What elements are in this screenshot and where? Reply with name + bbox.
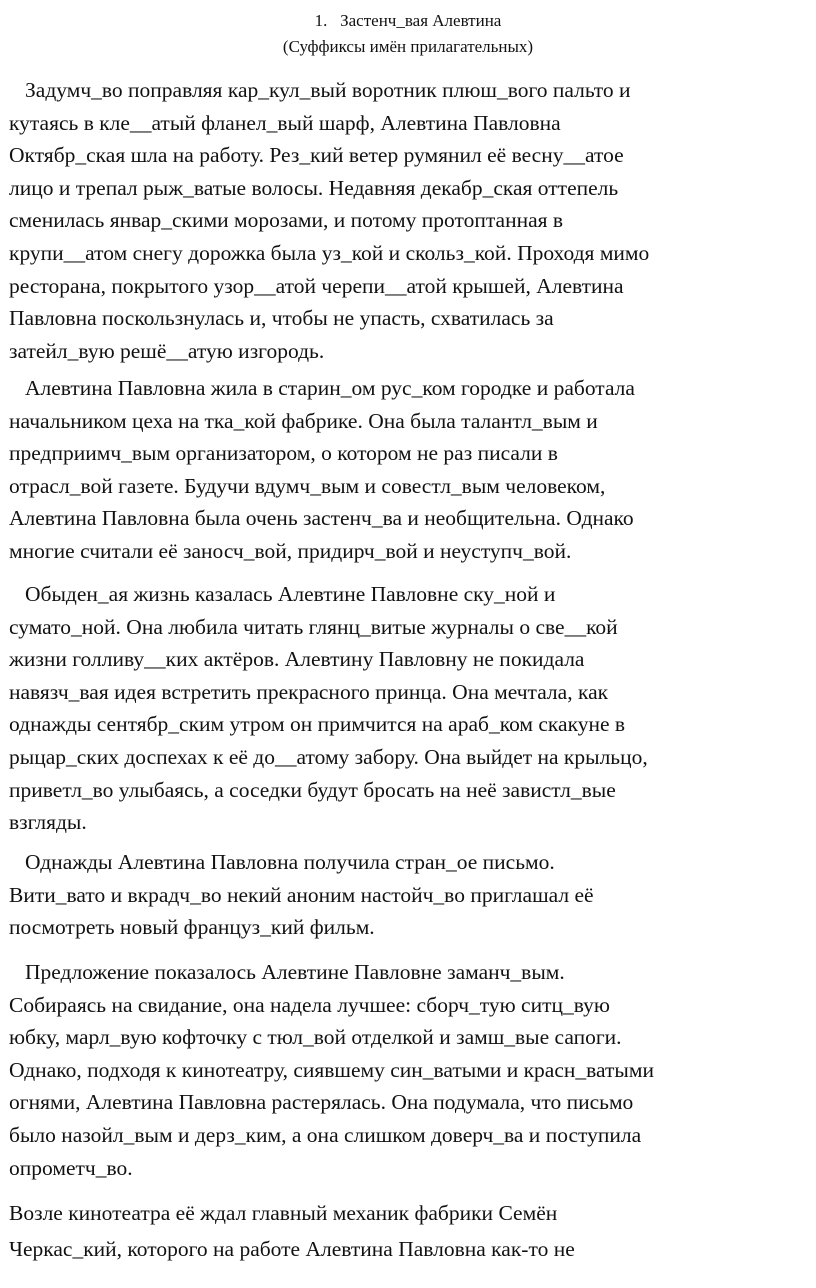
text-line: Вити_вато и вкрадч_во некий аноним настойч_во приглашал её bbox=[9, 882, 594, 907]
text-line: кутаясь в кле__атый фланел_вый шарф, Алевтина Павловна bbox=[9, 110, 561, 135]
text-line: Однако, подходя к кинотеатру, сиявшему син_ватыми и красн_ватыми bbox=[9, 1057, 654, 1082]
text-line: Алевтина Павловна жила в старин_ом рус_ком городке и работала bbox=[25, 376, 635, 400]
text-line: Павловна поскользнулась и, чтобы не упасть, схватилась за bbox=[9, 306, 554, 331]
text-line: Однажды Алевтина Павловна получила стран_ое письмо. bbox=[25, 850, 555, 874]
text-line: посмотреть новый француз_кий фильм. bbox=[9, 915, 375, 940]
text-line: отрасл_вой газете. Будучи вдумч_вым и совестл_вым человеком, bbox=[9, 473, 606, 498]
text-line: взгляды. bbox=[9, 810, 87, 835]
text-line: Обыден_ая жизнь казалась Алевтине Павловне ску_ной и bbox=[25, 582, 556, 606]
text-line: многие считали её заносч_вой, придирч_вой и неуступч_вой. bbox=[9, 538, 572, 563]
paragraph-4 bbox=[9, 846, 811, 944]
title-number: 1. bbox=[314, 11, 328, 30]
document-subtitle: (Суффиксы имён прилагательных) bbox=[282, 37, 534, 56]
text-line: жизни голливу__ких актёров. Алевтину Павловну не покидала bbox=[9, 647, 585, 672]
paragraph-6 bbox=[9, 1195, 811, 1267]
text-line: навязч_вая идея встретить прекрасного принца. Она мечтала, как bbox=[9, 679, 609, 704]
paragraph-3 bbox=[9, 578, 811, 839]
text-line: Октябр_ская шла на работу. Рез_кий ветер румянил её весну__атое bbox=[9, 143, 624, 168]
text-line: начальником цеха на тка_кой фабрике. Она была талантл_вым и bbox=[9, 408, 598, 433]
text-line: опрометч_во. bbox=[9, 1155, 133, 1180]
title-text: Застенч_вая Алевтина bbox=[340, 11, 502, 30]
text-line: Возле кинотеатра её ждал главный механик фабрики Семён bbox=[9, 1201, 558, 1225]
document-title bbox=[0, 8, 816, 34]
text-line: ресторана, покрытого узор__атой черепи__атой крышей, Алевтина bbox=[9, 273, 624, 298]
paragraph-2 bbox=[9, 372, 811, 568]
text-line: огнями, Алевтина Павловна растерялась. Она подумала, что письмо bbox=[9, 1090, 634, 1115]
text-line: рыцар_ских доспехах к её до__атому забору. Она выйдет на крыльцо, bbox=[9, 744, 648, 769]
text-line: Собираясь на свидание, она надела лучшее: сборч_тую ситц_вую bbox=[9, 992, 610, 1017]
text-line: Предложение показалось Алевтине Павловне заманч_вым. bbox=[25, 960, 565, 984]
text-line: юбку, марл_вую кофточку с тюл_вой отделкой и замш_вые сапоги. bbox=[9, 1025, 622, 1050]
text-line: предприимч_вым организатором, о котором не раз писали в bbox=[9, 441, 558, 466]
text-line: сумато_ной. Она любила читать глянц_витые журналы о све__кой bbox=[9, 614, 618, 639]
text-line: Задумч_во поправляя кар_кул_вый воротник плюш_вого пальто и bbox=[25, 78, 631, 102]
paragraph-1 bbox=[9, 74, 811, 367]
text-line: было назойл_вым и дерз_ким, а она слишком доверч_ва и поступила bbox=[9, 1122, 642, 1147]
text-line: сменилась январ_скими морозами, и потому протоптанная в bbox=[9, 208, 564, 233]
text-line: лицо и трепал рыж_ватые волосы. Недавняя декабр_ская оттепель bbox=[9, 175, 619, 200]
text-line: крупи__атом снегу дорожка была уз_кой и скольз_кой. Проходя мимо bbox=[9, 240, 650, 265]
text-line: однажды сентябр_ским утром он примчится на араб_ком скакуне в bbox=[9, 712, 626, 737]
text-line: Черкас_кий, которого на работе Алевтина Павловна как-то не bbox=[9, 1237, 575, 1261]
text-line: приветл_во улыбаясь, а соседки будут бросать на неё завистл_вые bbox=[9, 777, 616, 802]
text-line: Алевтина Павловна была очень застенч_ва и необщительна. Однако bbox=[9, 506, 634, 531]
paragraph-5 bbox=[9, 956, 811, 1184]
text-line: затейл_вую решё__атую изгородь. bbox=[9, 338, 325, 363]
